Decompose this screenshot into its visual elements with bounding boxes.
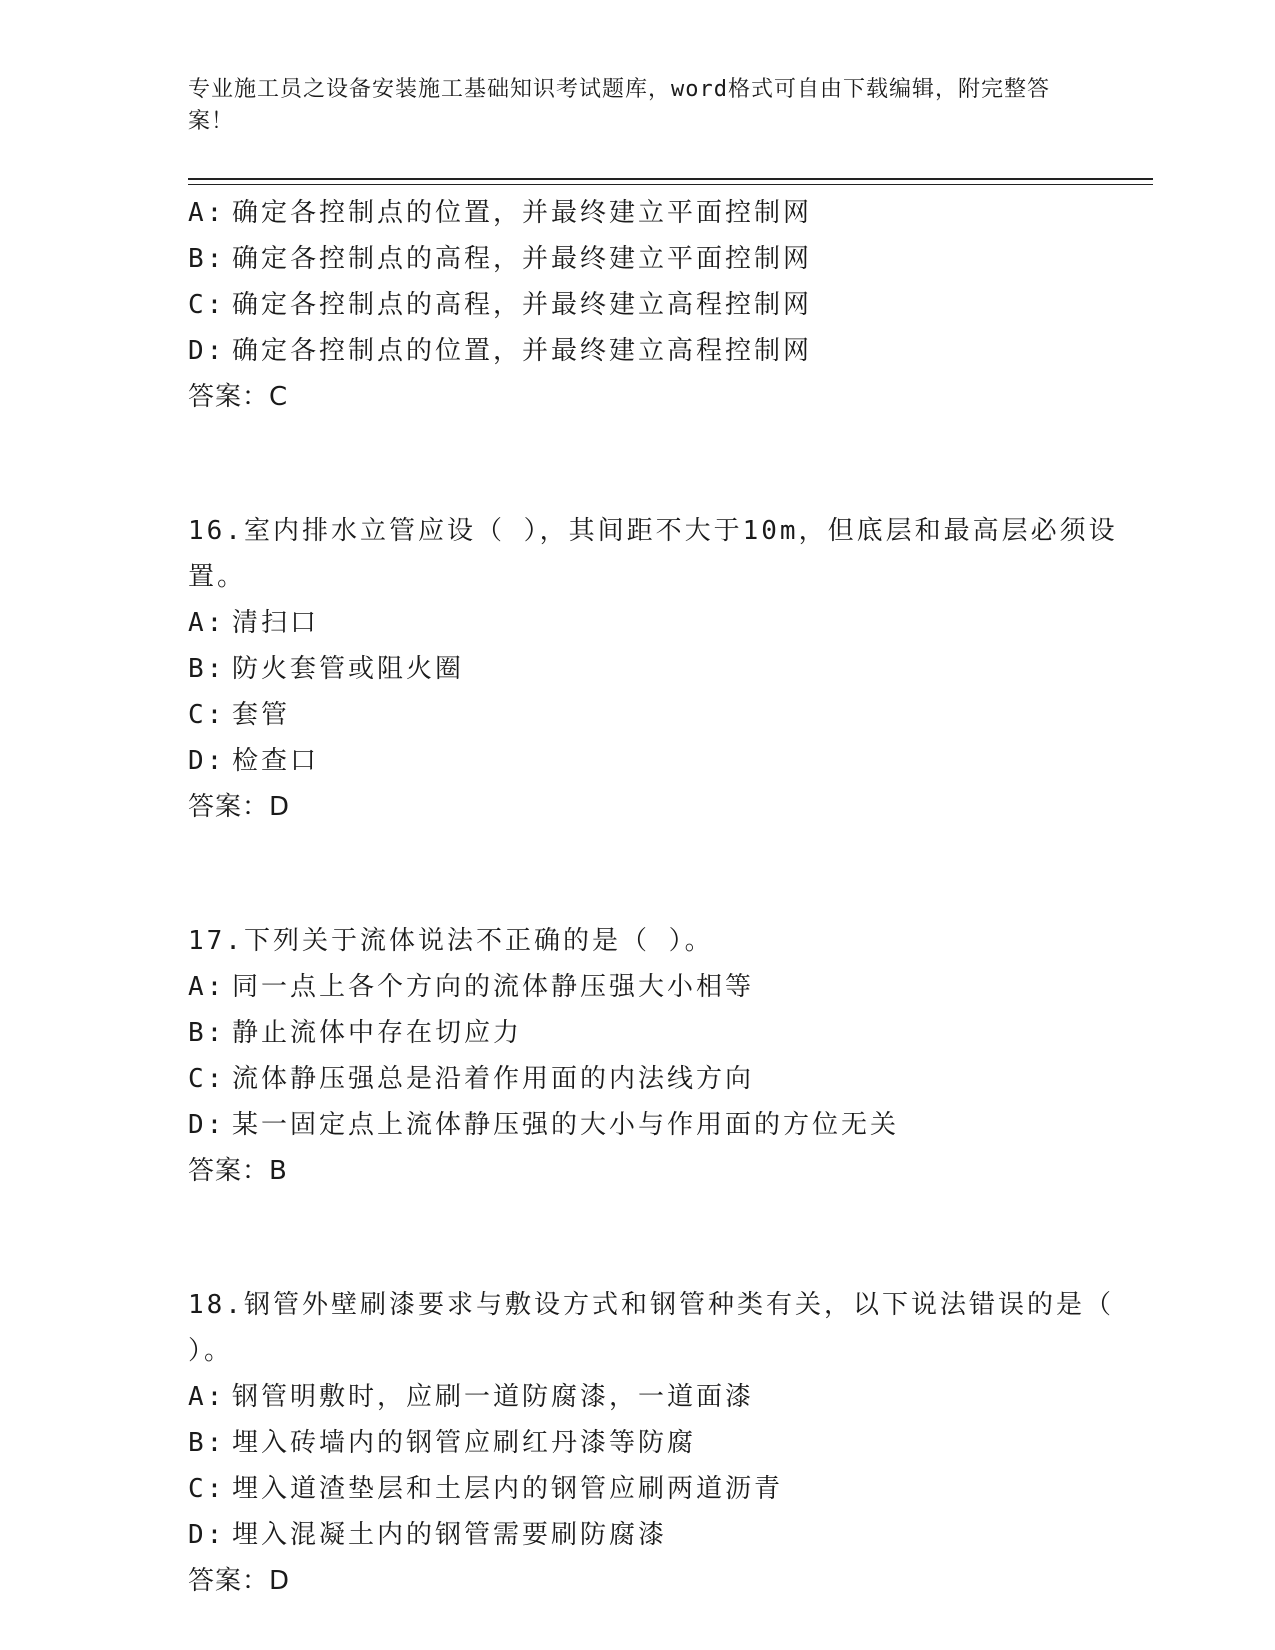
option-a: A: 确定各控制点的位置，并最终建立平面控制网	[188, 198, 813, 228]
option-d: D: 确定各控制点的位置，并最终建立高程控制网	[188, 336, 813, 366]
option-a: A: 清扫口	[188, 608, 320, 638]
option-d: D: 某一固定点上流体静压强的大小与作用面的方位无关	[188, 1110, 900, 1140]
document-header: 专业施工员之设备安装施工基础知识考试题库，word格式可自由下载编辑，附完整答案！	[188, 77, 1050, 134]
option-c: C: 套管	[188, 700, 291, 730]
answer: 答案：D	[188, 1566, 291, 1596]
question-text: 17.下列关于流体说法不正确的是（ ）。	[188, 926, 714, 956]
option-c: C: 确定各控制点的高程，并最终建立高程控制网	[188, 290, 813, 320]
option-d: D: 埋入混凝土内的钢管需要刷防腐漆	[188, 1520, 668, 1550]
question-15	[188, 190, 1138, 420]
option-a: A: 钢管明敷时，应刷一道防腐漆，一道面漆	[188, 1382, 755, 1412]
question-16	[188, 508, 1138, 830]
question-text: 18.钢管外壁刷漆要求与敷设方式和钢管种类有关，以下说法错误的是（ ）。	[188, 1290, 1114, 1366]
question-18	[188, 1282, 1138, 1604]
header-divider-thick	[188, 178, 1153, 180]
option-b: B: 埋入砖墙内的钢管应刷红丹漆等防腐	[188, 1428, 697, 1458]
question-text: 16.室内排水立管应设（ ），其间距不大于10m，但底层和最高层必须设置。	[188, 516, 1118, 592]
header-divider-thin	[188, 184, 1153, 185]
option-b: B: 防火套管或阻火圈	[188, 654, 465, 684]
answer: 答案：C	[188, 382, 289, 412]
answer: 答案：B	[188, 1156, 288, 1186]
option-c: C: 流体静压强总是沿着作用面的内法线方向	[188, 1064, 755, 1094]
question-list	[188, 190, 1138, 1604]
answer: 答案：D	[188, 792, 291, 822]
option-d: D: 检查口	[188, 746, 320, 776]
option-a: A: 同一点上各个方向的流体静压强大小相等	[188, 972, 755, 1002]
question-17	[188, 918, 1138, 1194]
option-b: B: 静止流体中存在切应力	[188, 1018, 523, 1048]
option-c: C: 埋入道渣垫层和土层内的钢管应刷两道沥青	[188, 1474, 784, 1504]
option-b: B: 确定各控制点的高程，并最终建立平面控制网	[188, 244, 813, 274]
